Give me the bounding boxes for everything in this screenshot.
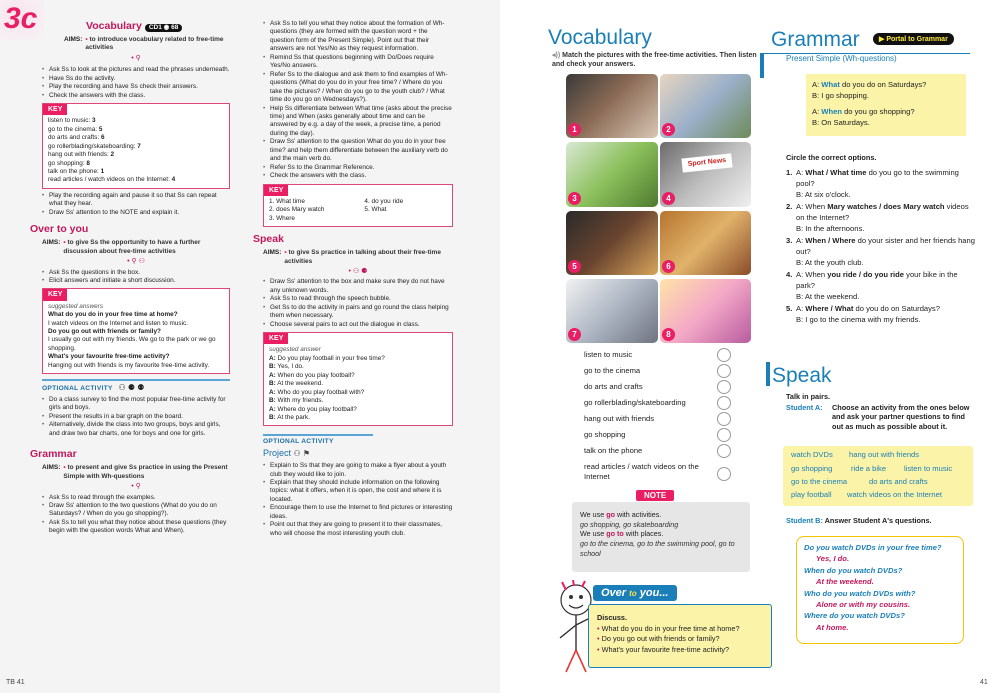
play-icon: ▶ [879, 36, 887, 43]
speak-instruction: Talk in pairs. [786, 392, 831, 401]
key-col-left [269, 198, 324, 223]
key-label: KEY [43, 104, 67, 115]
cd-track: 68 [171, 23, 179, 31]
key-row: go shopping: 8 [48, 159, 90, 167]
speak-title: Speak [253, 233, 284, 246]
list-item: • Check the answers with the class. [42, 92, 230, 100]
grammar-example-box [806, 74, 966, 136]
vocab-title: Vocabulary [548, 26, 652, 49]
bubble-question: When do you watch DVDs? [804, 565, 903, 575]
optional-steps [42, 396, 230, 438]
exercise-item: 5. A: Where / What do you do on Saturdays? B: I go to the cinema with my friends. [786, 304, 940, 324]
chip-activity: go to the cinema [791, 477, 848, 486]
key-row: talk on the phone: 1 [48, 168, 105, 176]
vocab-title: Vocabulary [86, 20, 142, 32]
discuss-label: Discuss. [597, 613, 628, 622]
list-item: • Ask Ss to read through the examples. [42, 494, 230, 502]
aims-text: • to introduce vocabulary related to free-time activities [85, 35, 224, 52]
left-column-2 [253, 20, 453, 538]
grammar-title: Grammar [771, 28, 860, 51]
optional-activity-2 [263, 434, 373, 447]
vocab-aims [42, 36, 230, 53]
picture-number: 7 [568, 328, 581, 341]
project-steps [263, 462, 453, 538]
key-question: Do you go out with friends or family? [48, 328, 161, 336]
group-work-icon: ⚇ ⚈ ⚉ [118, 383, 145, 393]
portal-to-grammar-button[interactable]: ▶ Portal to Grammar [873, 33, 954, 45]
key-body [43, 115, 229, 188]
list-item: • Draw Ss' attention to the NOTE and explain it. [42, 209, 230, 217]
list-item: • Play the recording again and pause it so that Ss can repeat what they hear. [42, 192, 230, 209]
aims-text: • to give Ss the opportunity to have a further discussion about free-time activities [63, 239, 201, 255]
cd-badge [145, 24, 183, 33]
list-item: • Ask Ss to look at the pictures and read the phrases underneath. [42, 66, 230, 74]
key-label: KEY [264, 333, 288, 344]
cd-label: CD1 [148, 23, 162, 31]
aims-label: AIMS: [64, 35, 83, 43]
list-item: • Refer Ss to the Grammar Reference. [263, 164, 453, 172]
example-line: B: I go shopping. [812, 91, 869, 100]
aims-label: AIMS: [263, 249, 282, 257]
pin-icon: • ⚲ [131, 483, 141, 491]
list-item: • Refer Ss to the dialogue and ask them to find examples of Wh-questions (What do you do in your free time? / Where do you take the pictures? / When do you go to the youth club? / What time do you go on Wednesdays?). [263, 71, 453, 105]
grammar-title: Grammar [30, 448, 77, 461]
list-item: • Point out that they are going to present it to their classmates, who will choose the most interesting youth club. [263, 521, 453, 538]
grammar-aims [42, 464, 230, 481]
note-box [572, 491, 750, 572]
list-item: • Ask Ss to read through the speech bubble. [263, 295, 453, 303]
over-title: Over to you [30, 223, 89, 236]
picture-number: 2 [662, 123, 675, 136]
note-example: go to the cinema, go to the swimming pool, go to school [580, 539, 735, 558]
example-line: B: On Saturdays. [812, 118, 870, 127]
grammar-exercise [786, 167, 976, 325]
key-row: 1. What time [269, 197, 305, 205]
key-answer: I watch videos on the Internet and listen to music. [48, 319, 188, 327]
optional-activity-1 [42, 379, 230, 438]
student-a-label: Student A: [786, 403, 823, 412]
option-listen: listen to music [584, 350, 633, 359]
option-internet: read articles / watch videos on the Internet [584, 462, 699, 481]
dialogue-line: A: When do you play football? [269, 371, 355, 379]
note-line: We use go with activities. [580, 510, 662, 519]
student-book-page [500, 0, 1000, 693]
picture-4 [660, 142, 751, 207]
key-row: 2. does Mary watch [269, 206, 325, 214]
dialogue-line: B: At the weekend. [269, 380, 324, 388]
aims-label: AIMS: [42, 239, 61, 247]
option-cinema: go to the cinema [584, 366, 641, 375]
optional-title: OPTIONAL ACTIVITY [42, 385, 113, 393]
activity-options [584, 350, 734, 490]
example-line: A: What do you do on Saturdays? [812, 80, 927, 89]
pin-icon: • ⚲ [131, 55, 141, 63]
bubble-question: Where do you watch DVDs? [804, 611, 905, 621]
optional-title: OPTIONAL ACTIVITY [263, 438, 334, 446]
key-row: listen to music: 3 [48, 117, 96, 125]
key-row: go rollerblading/skateboarding: 7 [48, 142, 141, 150]
dialogue-line: A: Who do you play football with? [269, 388, 365, 396]
student-b [786, 516, 932, 525]
student-b-text: Answer Student A's questions. [824, 516, 932, 525]
chip-activity: play football [791, 490, 832, 499]
speak-accent-bar [766, 362, 770, 386]
list-item: • Play the recording and have Ss check their answers. [42, 83, 230, 91]
grammar-accent-bar [760, 53, 764, 78]
key-row: read articles / watch videos on the Internet: 4 [48, 176, 176, 184]
key-body [264, 344, 452, 425]
bubble-answer: At the weekend. [816, 577, 874, 587]
bubble-question: Do you watch DVDs in your free time? [804, 543, 942, 552]
exercise-item: 2. A: When Mary watches / does Mary watch videos on the Internet? B: In the afternoons. [786, 202, 969, 233]
option-rollerblading: go rollerblading/skateboarding [584, 398, 686, 407]
audio-icon: ◂)) [552, 52, 563, 59]
bubble-answer: Alone or with my cousins. [816, 599, 911, 609]
dialogue-line: B: Yes, I do. [269, 363, 304, 371]
speak-steps [263, 278, 453, 329]
over-steps [42, 269, 230, 286]
project-subtitle: Project [263, 448, 292, 459]
list-item: • Encourage them to use the Internet to find pictures or interesting ideas. [263, 504, 453, 521]
picture-5 [566, 211, 658, 275]
grammar-examples [806, 74, 966, 133]
aims-label: AIMS: [42, 464, 61, 472]
aims-text: • to give Ss practice in talking about their free-time activities [284, 249, 441, 265]
answer-circle[interactable] [717, 364, 731, 378]
picture-number: 5 [568, 260, 581, 273]
key-row: do arts and crafts: 6 [48, 134, 105, 142]
chip-activity: watch videos on the Internet [847, 490, 942, 499]
bubble-answer: At home. [816, 622, 849, 632]
chip-activity: listen to music [904, 464, 953, 473]
answer-circle[interactable] [717, 444, 731, 458]
note-example: go shopping, go skateboarding [580, 519, 679, 529]
picture-3 [566, 142, 658, 207]
chip-activity: go shopping [791, 464, 833, 473]
list-item: • Ask Ss to tell you what they notice about the formation of Wh-questions (they are formed with the question word + the question form of the Present Simple). Point out that their answers are not Yes/No as they request information. [263, 20, 453, 54]
picture-8 [660, 279, 751, 343]
list-item: • Do a class survey to find the most popular free-time activity for girls and boys. [42, 396, 230, 413]
list-item: • Choose several pairs to act out the dialogue in class. [263, 321, 453, 329]
answer-circle[interactable] [717, 396, 731, 410]
chip-activity: watch DVDs [791, 450, 833, 459]
vocab-after-steps [42, 192, 230, 217]
speak-aims [263, 249, 453, 266]
picture-number: 8 [662, 328, 675, 341]
grammar-subtitle: Present Simple (Wh-questions) [786, 54, 897, 63]
dialogue-line: A: Where do you play football? [269, 405, 357, 413]
exercise-item: 3. A: When / Where do your sister and her friends hang out? B: At the youth club. [786, 236, 975, 267]
key-row: hang out with friends: 2 [48, 151, 115, 159]
list-item: • Draw Ss' attention to the box and make sure they do not have any unknown words. [263, 278, 453, 295]
speak-title: Speak [772, 364, 832, 387]
bubble-dialogue [797, 537, 963, 638]
picture-number: 4 [662, 192, 675, 205]
over-key-box [42, 288, 230, 374]
list-item: • Check the answers with the class. [263, 172, 453, 180]
key-row: 3. Where [269, 214, 295, 222]
key-question: What do you do in your free time at home? [48, 311, 178, 319]
list-item: • Explain that they should include information on the following topics: what it offers, when it is open, the cost and where it is located. [263, 479, 453, 504]
grammar-steps [42, 494, 230, 536]
dialogue-line: A: Do you play football in your free time? [269, 354, 385, 362]
list-item: • Draw Ss' attention to the two questions (What do you do on Saturdays? / When do you go shopping?). [42, 502, 230, 519]
vocab-key-box [42, 103, 230, 189]
key-col-right [364, 198, 403, 223]
key-row: 4. do you ride [364, 197, 404, 205]
exercise-item: 4. A: When you ride / do you ride your bike in the park? B: At the weekend. [786, 270, 958, 301]
answer-circle[interactable] [717, 348, 731, 362]
left-column-1 [30, 20, 230, 536]
chip-activity: do arts and crafts [869, 477, 928, 486]
note-label: NOTE [636, 490, 674, 501]
picture-2 [660, 74, 751, 138]
lesson-badge: 3c [4, 2, 38, 35]
list-item: • Present the results in a bar graph on the board. [42, 413, 230, 421]
vocab-instruction: ◂)) Match the pictures with the free-time activities. Then listen and check your answers. [552, 52, 757, 69]
key-body [43, 301, 229, 374]
list-item: • Help Ss differentiate between What time (asks about the precise time) and When (asks generally about time and can be answered by e.g. a day of the week, a precise time, a period during the day). [263, 105, 453, 139]
option-hangout: hang out with friends [584, 414, 655, 423]
project-heading [263, 448, 453, 460]
pair-work-icon: • ⚲ ⚇ [127, 258, 145, 266]
student-b-label: Student B: [786, 516, 823, 525]
chip-activity: hang out with friends [849, 450, 920, 459]
answer-circle[interactable] [717, 412, 731, 426]
aims-text: • to present and give Ss practice in using the Present Simple with Wh-questions [63, 464, 228, 480]
dialogue-line: B: With my friends. [269, 397, 324, 405]
picture-1 [566, 74, 658, 138]
vocab-steps [42, 66, 230, 100]
grammar-instruction: Circle the correct options. [786, 153, 877, 162]
student-a [786, 403, 972, 431]
pair-work-icon: • ⚇ ⚈ [348, 268, 368, 276]
key-row: 5. What [364, 206, 387, 214]
key-row: go to the cinema: 5 [48, 125, 103, 133]
speech-bubble [796, 536, 964, 644]
over-aims [42, 239, 230, 256]
key-body [264, 196, 452, 226]
key-answer: I usually go out with my friends. We go to the park or we go shopping. [48, 336, 216, 352]
bubble-answer: Yes, I do. [816, 554, 850, 564]
picture-6 [660, 211, 751, 275]
discuss-question: • What do you do in your free time at home? [597, 623, 740, 633]
page-number: TB 41 [6, 679, 25, 686]
discuss-question: • Do you go out with friends or family? [597, 634, 720, 644]
over-title: Over to you... [593, 585, 677, 601]
note-body [572, 502, 750, 559]
option-shopping: go shopping [584, 430, 626, 439]
option-arts: do arts and crafts [584, 382, 643, 391]
picture-number: 3 [568, 192, 581, 205]
dialogue-line: B: At the park. [269, 414, 310, 422]
key-label: KEY [43, 289, 67, 300]
key-answer: Hanging out with friends is my favourite free-time activity. [48, 361, 210, 369]
option-phone: talk on the phone [584, 446, 643, 455]
over-body [589, 605, 771, 655]
vocab-heading [86, 20, 230, 36]
list-item: • Alternatively, divide the class into two groups, boys and girls, and draw two bar charts, one for boys and one for girls. [42, 421, 230, 438]
suggested-label: suggested answers [48, 302, 104, 310]
discuss-question: • What's your favourite free-time activity? [597, 644, 730, 654]
key-question: What's your favourite free-time activity? [48, 353, 170, 361]
list-item: • Have Ss do the activity. [42, 75, 230, 83]
list-item: • Explain to Ss that they are going to make a flyer about a youth club they would like to join. [263, 462, 453, 479]
example-line: A: When do you go shopping? [812, 107, 915, 116]
list-item: • Remind Ss that questions beginning with Do/Does require Yes/No answers. [263, 54, 453, 71]
picture-number: 6 [662, 260, 675, 273]
group-work-icon: ⚇ ⚑ [293, 449, 311, 459]
picture-number: 1 [568, 123, 581, 136]
activity-chip-box [783, 446, 973, 506]
page-number: 41 [980, 679, 988, 686]
grammar-cont-steps [263, 20, 453, 181]
list-item: • Elicit answers and initiate a short discussion. [42, 277, 230, 285]
list-item: • Draw Ss' attention to the question What do you do in your free time? and help them differentiate between the auxiliary verb do and the main verb do. [263, 138, 453, 163]
bubble-question: Who do you watch DVDs with? [804, 588, 916, 598]
exercise-item: 1. A: What / What time do you go to the swimming pool? B: At six o'clock. [786, 168, 959, 199]
answer-circle[interactable] [717, 467, 731, 481]
answer-circle[interactable] [717, 380, 731, 394]
list-item: • Get Ss to do the activity in pairs and go round the class helping them when necessary. [263, 304, 453, 321]
chip-activity: ride a bike [851, 464, 887, 473]
list-item: • Ask Ss the questions in the box. [42, 269, 230, 277]
key-label: KEY [264, 185, 288, 196]
list-item: • Ask Ss to tell you what they notice about these questions (they begin with the question words What and When). [42, 519, 230, 536]
cd-icon: ◉ [163, 23, 170, 31]
over-to-you-box [588, 587, 772, 668]
picture-7 [566, 279, 658, 343]
newspaper-headline: Sport News [681, 153, 732, 172]
answer-circle[interactable] [717, 428, 731, 442]
note-line: We use go to with places. [580, 529, 664, 539]
speak-key-box [263, 332, 453, 426]
suggested-label: suggested answer [269, 346, 321, 354]
student-a-text: Choose an activity from the ones below and ask your partner questions to find out as much as possible about it. [832, 403, 970, 431]
grammar-key-box [263, 184, 453, 228]
